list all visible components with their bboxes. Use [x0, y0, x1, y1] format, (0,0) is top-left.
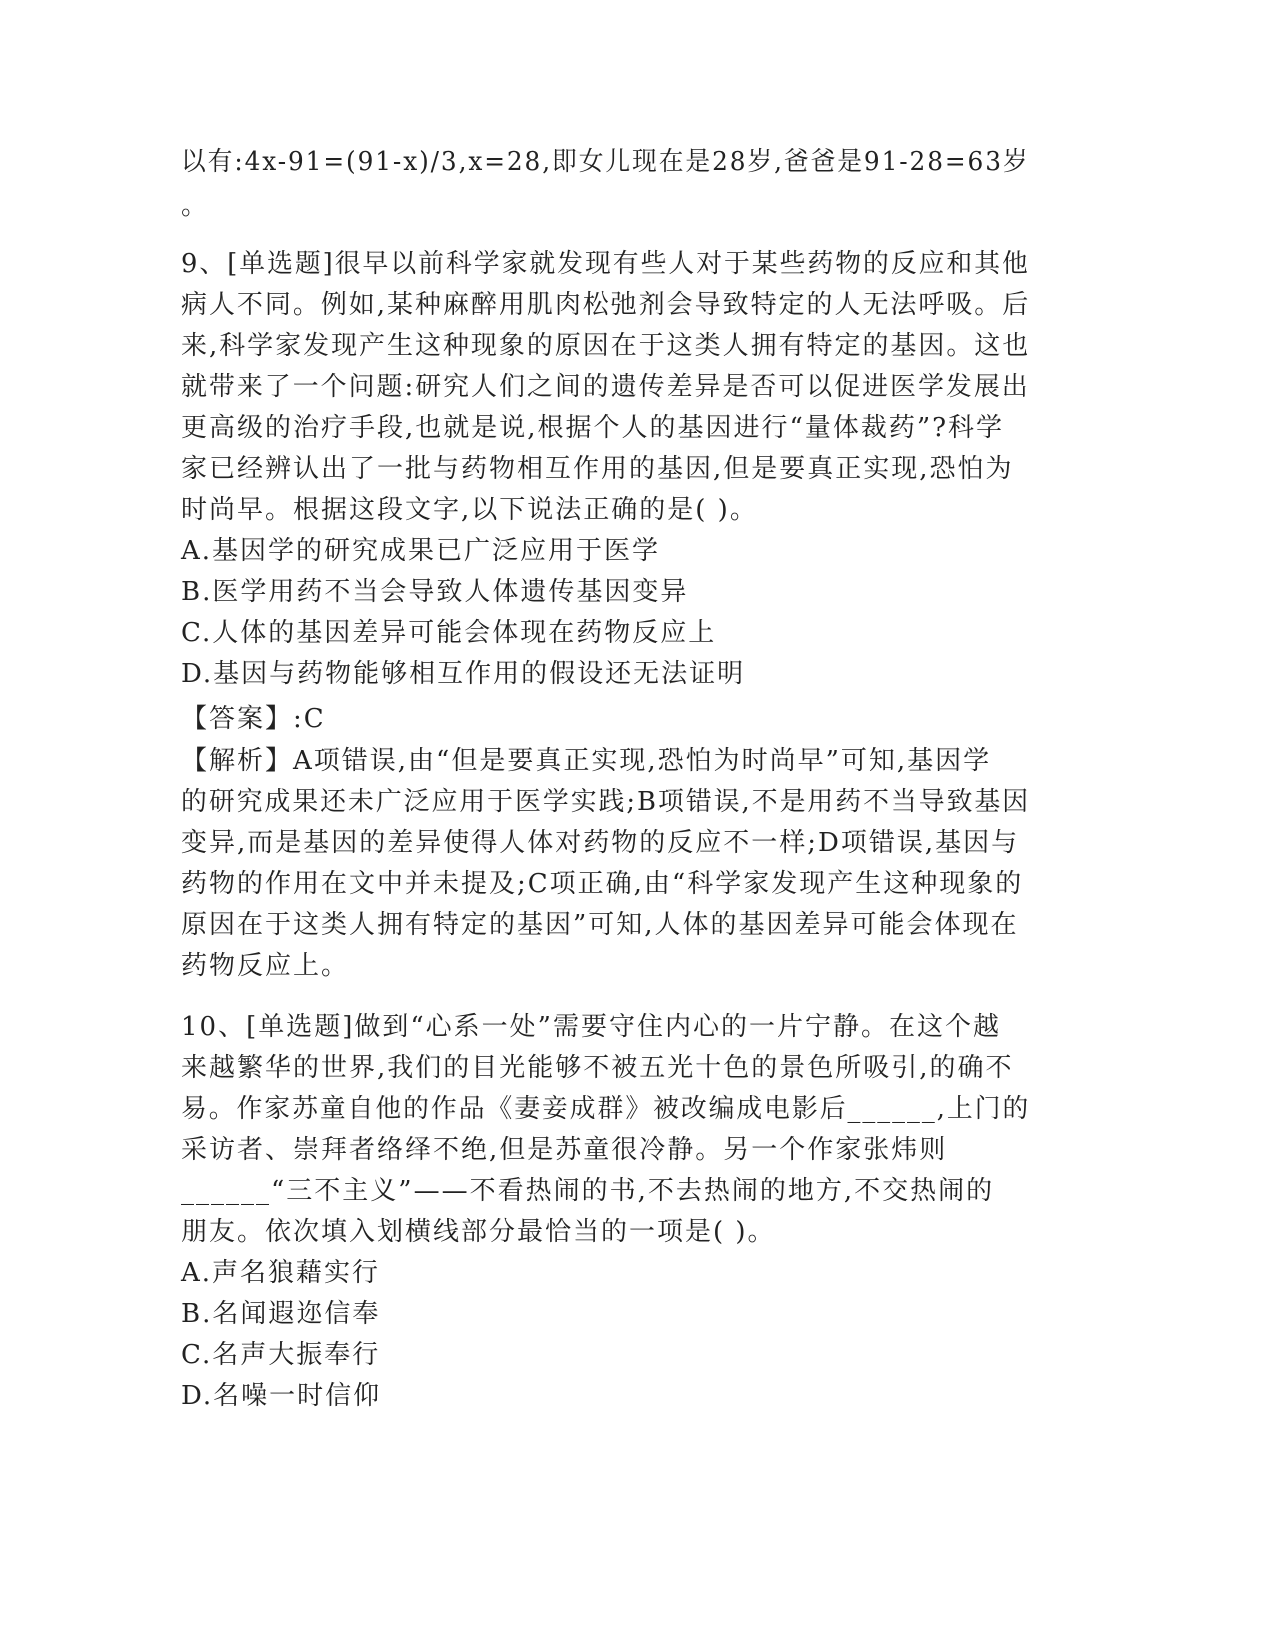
question-stem-line: 10、[单选题]做到“心系一处”需要守住内心的一片宁静。在这个越: [181, 1012, 1001, 1042]
text-line: 。: [181, 191, 210, 221]
option-d: D.名噪一时信仰: [181, 1381, 382, 1411]
option-b: B.名闻遐迩信奉: [181, 1299, 381, 1329]
option-c: C.人体的基因差异可能会体现在药物反应上: [181, 618, 717, 648]
question-stem-line: 时尚早。根据这段文字,以下说法正确的是( )。: [181, 495, 758, 525]
analysis-line: 药物反应上。: [181, 951, 350, 981]
analysis-line: 原因在于这类人拥有特定的基因”可知,人体的基因差异可能会体现在: [181, 910, 1019, 940]
analysis-line: 的研究成果还未广泛应用于医学实践;B项错误,不是用药不当导致基因: [181, 787, 1031, 817]
analysis-line: 药物的作用在文中并未提及;C项正确,由“科学家发现产生这种现象的: [181, 869, 1024, 899]
answer-line: 【答案】:C: [181, 704, 326, 734]
option-b: B.医学用药不当会导致人体遗传基因变异: [181, 577, 689, 607]
question-stem-line: 来,科学家发现产生这种现象的原因在于这类人拥有特定的基因。这也: [181, 331, 1031, 361]
question-stem-line: 采访者、崇拜者络绎不绝,但是苏童很冷静。另一个作家张炜则: [181, 1135, 948, 1165]
option-a: A.声名狼藉实行: [181, 1258, 381, 1288]
question-stem-line: 病人不同。例如,某种麻醉用肌肉松弛剂会导致特定的人无法呼吸。后: [181, 290, 1031, 320]
question-stem-line: 易。作家苏童自他的作品《妻妾成群》被改编成电影后______,上门的: [181, 1094, 1031, 1124]
question-stem-line: 朋友。依次填入划横线部分最恰当的一项是( )。: [181, 1217, 776, 1247]
text-line: 以有:4x-91=(91-x)/3,x=28,即女儿现在是28岁,爸爸是91-28=63岁: [181, 147, 1030, 177]
question-stem-line: 就带来了一个问题:研究人们之间的遗传差异是否可以促进医学发展出: [181, 372, 1030, 402]
analysis-line: 变异,而是基因的差异使得人体对药物的反应不一样;D项错误,基因与: [181, 828, 1020, 858]
option-d: D.基因与药物能够相互作用的假设还无法证明: [181, 659, 746, 689]
question-stem-line: 来越繁华的世界,我们的目光能够不被五光十色的景色所吸引,的确不: [181, 1053, 1014, 1083]
question-stem-line: 9、[单选题]很早以前科学家就发现有些人对于某些药物的反应和其他: [181, 249, 1030, 279]
question-stem-line: ______“三不主义”——不看热闹的书,不去热闹的地方,不交热闹的: [181, 1176, 995, 1206]
analysis-line: 【解析】A项错误,由“但是要真正实现,恐怕为时尚早”可知,基因学: [181, 746, 992, 776]
option-a: A.基因学的研究成果已广泛应用于医学: [181, 536, 661, 566]
option-c: C.名声大振奉行: [181, 1340, 381, 1370]
question-stem-line: 家已经辨认出了一批与药物相互作用的基因,但是要真正实现,恐怕为: [181, 454, 1014, 484]
question-stem-line: 更高级的治疗手段,也就是说,根据个人的基因进行“量体裁药”?科学: [181, 413, 1005, 443]
